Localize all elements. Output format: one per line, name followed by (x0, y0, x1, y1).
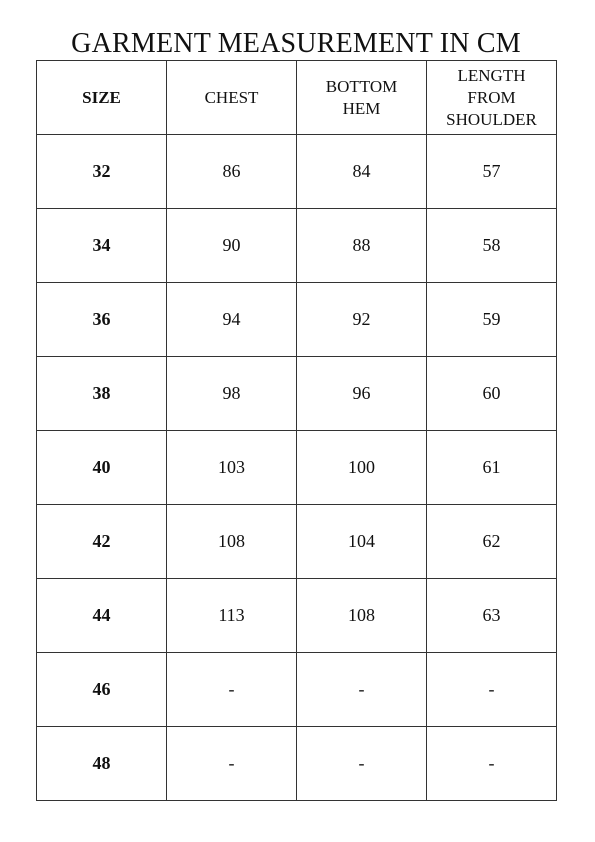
chest-cell: - (167, 653, 297, 727)
measurement-table (36, 60, 557, 801)
size-cell: 34 (37, 209, 167, 283)
bottom-hem-cell: 104 (297, 505, 427, 579)
length-cell: - (427, 653, 557, 727)
chest-cell: 86 (167, 135, 297, 209)
bottom-hem-cell: 108 (297, 579, 427, 653)
header-row (37, 61, 557, 135)
chest-cell: 94 (167, 283, 297, 357)
size-cell: 32 (37, 135, 167, 209)
table-row (37, 727, 557, 801)
length-cell: 58 (427, 209, 557, 283)
size-cell: 48 (37, 727, 167, 801)
length-cell: 59 (427, 283, 557, 357)
header-size-line: SIZE (82, 87, 121, 107)
header-bottom-hem-line-1: BOTTOM (325, 76, 398, 96)
length-cell: 63 (427, 579, 557, 653)
table-body (37, 135, 557, 801)
chest-cell: - (167, 727, 297, 801)
length-cell: - (427, 727, 557, 801)
chest-cell: 90 (167, 209, 297, 283)
bottom-hem-cell: - (297, 653, 427, 727)
table-row (37, 653, 557, 727)
chest-cell: 108 (167, 505, 297, 579)
size-cell: 36 (37, 283, 167, 357)
header-length-from-shoulder (427, 61, 557, 135)
bottom-hem-cell: 96 (297, 357, 427, 431)
size-cell: 46 (37, 653, 167, 727)
bottom-hem-cell: 100 (297, 431, 427, 505)
table-row (37, 505, 557, 579)
header-bottom-hem (297, 61, 427, 135)
header-chest-line: CHEST (204, 87, 259, 107)
length-cell: 57 (427, 135, 557, 209)
bottom-hem-cell: 84 (297, 135, 427, 209)
header-length-line-1: LENGTH (457, 65, 526, 85)
table-row (37, 431, 557, 505)
table-row (37, 579, 557, 653)
table-row (37, 209, 557, 283)
size-cell: 44 (37, 579, 167, 653)
header-length-line-3: SHOULDER (446, 109, 537, 129)
page-title: GARMENT MEASUREMENT IN CM (71, 28, 521, 59)
header-size (37, 61, 167, 135)
length-cell: 61 (427, 431, 557, 505)
header-chest (167, 61, 297, 135)
chest-cell: 103 (167, 431, 297, 505)
length-cell: 60 (427, 357, 557, 431)
header-length-line-2: FROM (467, 87, 516, 107)
bottom-hem-cell: 92 (297, 283, 427, 357)
chest-cell: 98 (167, 357, 297, 431)
header-bottom-hem-line-2: HEM (342, 98, 381, 118)
bottom-hem-cell: - (297, 727, 427, 801)
table-row (37, 283, 557, 357)
size-cell: 42 (37, 505, 167, 579)
size-cell: 40 (37, 431, 167, 505)
table-row (37, 135, 557, 209)
size-cell: 38 (37, 357, 167, 431)
table-header (37, 61, 557, 135)
chest-cell: 113 (167, 579, 297, 653)
length-cell: 62 (427, 505, 557, 579)
bottom-hem-cell: 88 (297, 209, 427, 283)
table-row (37, 357, 557, 431)
